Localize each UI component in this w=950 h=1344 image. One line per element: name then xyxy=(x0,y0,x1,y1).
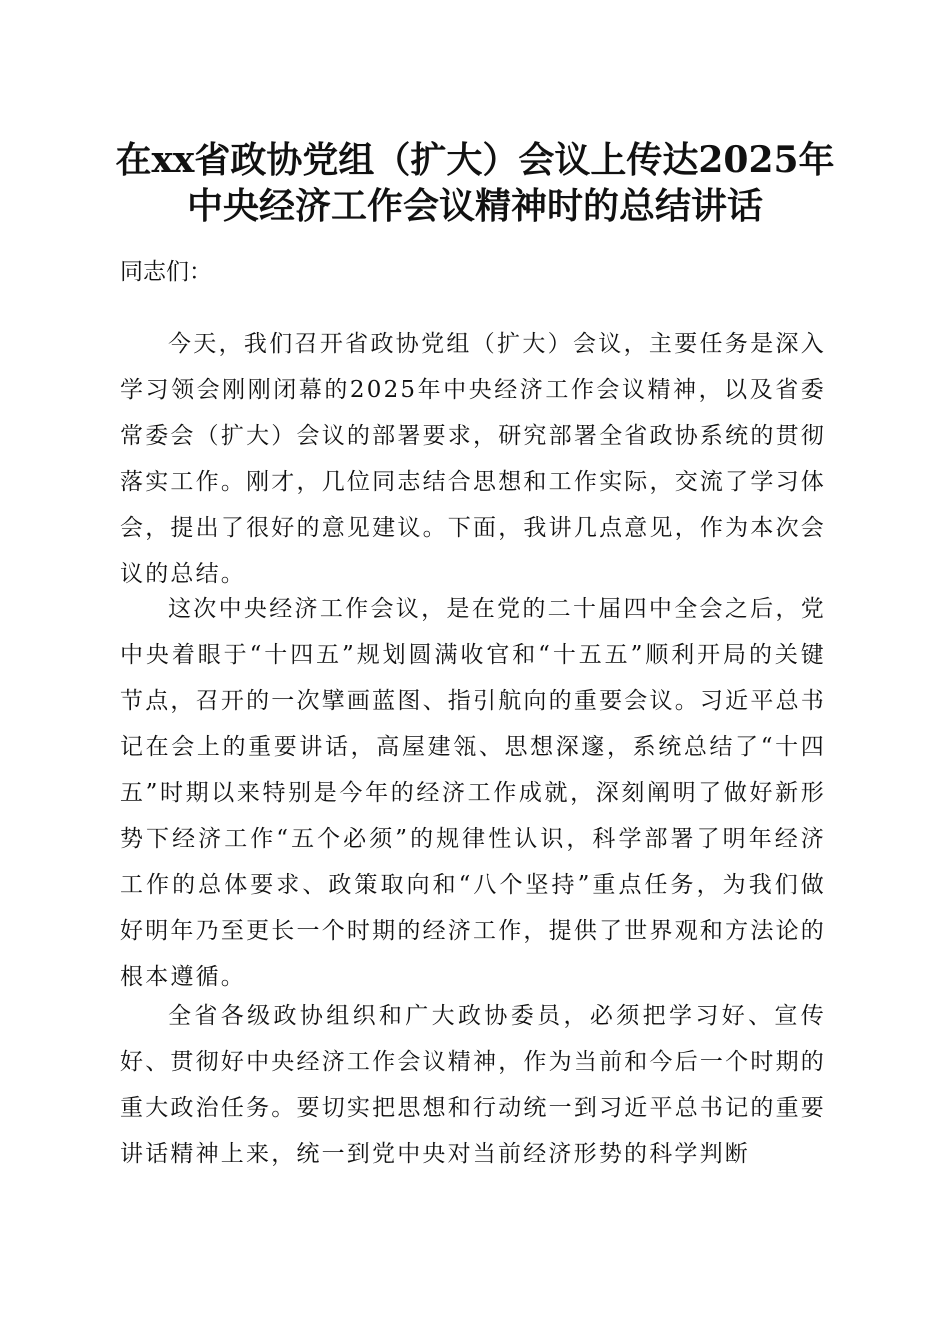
document-title-line-2: 中央经济工作会议精神时的总结讲话 xyxy=(186,185,763,227)
body-paragraph-2 xyxy=(120,586,826,1000)
body-paragraph-1 xyxy=(120,321,826,597)
paragraph-text: 今天，我们召开省政协党组（扩大）会议，主要任务是深入学习领会刚刚闭幕的2025年中央经济工作会议精神，以及省委常委会（扩大）会议的部署要求，研究部署全省政协系统的贯彻落实工作。刚才，几位同志结合思想和工作实际，交流了学习体会，提出了很好的意见建议。下面，我讲几点意见，作为本次会议的总结。 xyxy=(120,331,826,587)
body-paragraph-3 xyxy=(120,993,826,1177)
paragraph-text: 这次中央经济工作会议，是在党的二十届四中全会之后，党中央着眼于“十四五”规划圆满收官和“十五五”顺利开局的关键节点，召开的一次擘画蓝图、指引航向的重要会议。习近平总书记在会上的重要讲话，高屋建瓴、思想深邃，系统总结了“十四五”时期以来特别是今年的经济工作成就，深刻阐明了做好新形势下经济工作“五个必须”的规律性认识，科学部署了明年经济工作的总体要求、政策取向和“八个坚持”重点任务，为我们做好明年乃至更长一个时期的经济工作，提供了世界观和方法论的根本遵循。 xyxy=(120,596,826,990)
paragraph-text: 全省各级政协组织和广大政协委员，必须把学习好、宣传好、贯彻好中央经济工作会议精神，作为当前和今后一个时期的重大政治任务。要切实把思想和行动统一到习近平总书记的重要讲话精神上来，统一到党中央对当前经济形势的科学判断 xyxy=(120,1003,826,1167)
salutation: 同志们： xyxy=(120,259,212,285)
document-title-line-1: 在xx省政协党组（扩大）会议上传达2025年 xyxy=(115,139,835,181)
